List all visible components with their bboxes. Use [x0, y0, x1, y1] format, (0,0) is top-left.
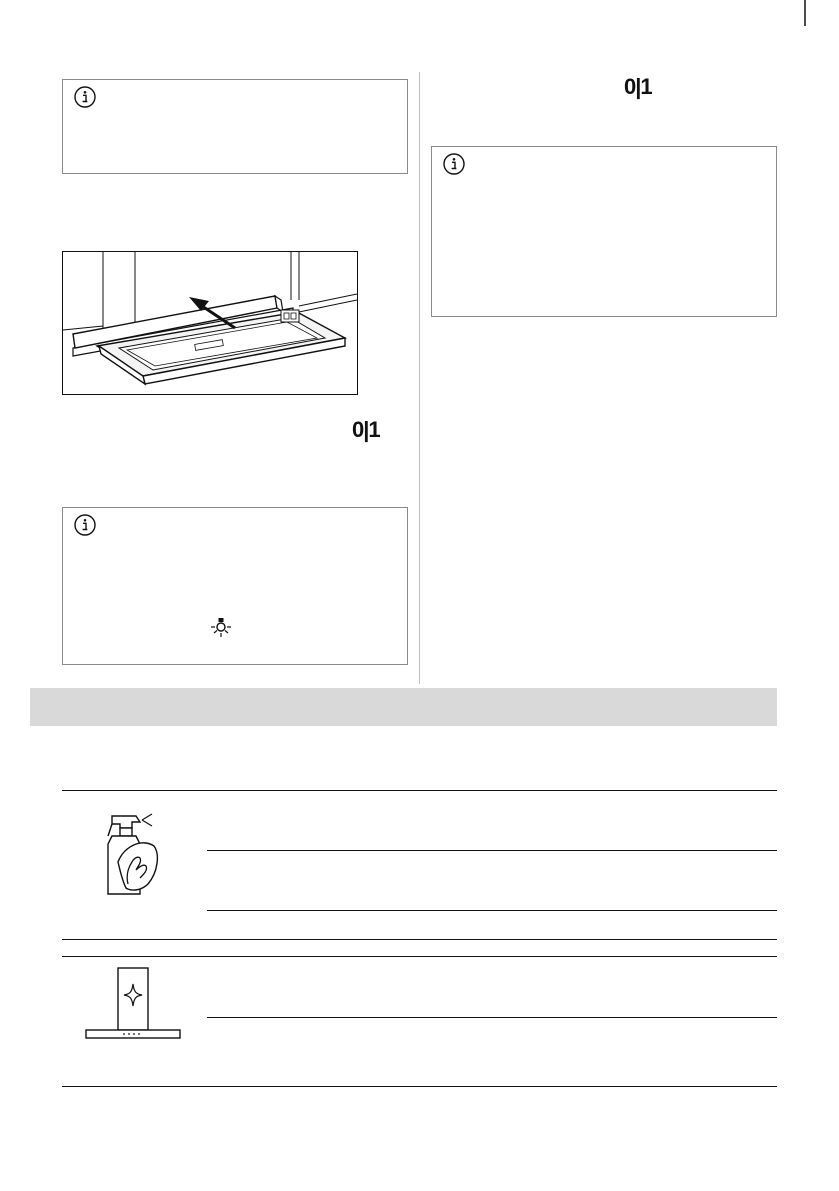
info-icon	[74, 86, 96, 108]
table-rule	[207, 1017, 777, 1018]
spray-and-cloth-icon	[98, 810, 160, 896]
table-rule	[207, 850, 777, 851]
corner-mark-icon	[795, 0, 815, 28]
table-rule	[62, 790, 777, 791]
table-rule	[207, 910, 777, 911]
column-divider	[419, 72, 420, 684]
hood-figure	[62, 251, 358, 395]
table-rule	[62, 956, 777, 957]
switch-symbol-left: 0|1	[352, 417, 380, 442]
info-box-left-top	[62, 79, 408, 174]
info-box-right	[431, 146, 777, 317]
info-icon	[74, 514, 96, 536]
hood-sparkle-icon	[84, 966, 182, 1042]
switch-symbol-right: 0|1	[624, 74, 652, 99]
section-header-bar	[30, 688, 777, 726]
lightbulb-icon	[209, 616, 233, 640]
table-rule	[62, 1086, 777, 1087]
info-icon	[443, 153, 465, 175]
info-box-left-bottom	[62, 507, 408, 665]
table-rule	[62, 939, 777, 940]
